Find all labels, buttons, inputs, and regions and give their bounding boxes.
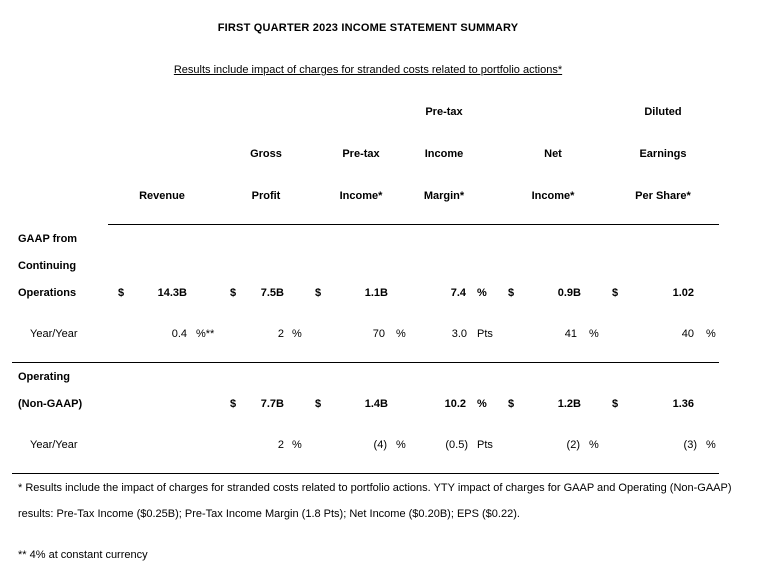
operating-yy-net-income: (2) [566,439,580,451]
operating-gross-profit-currency: $ [230,398,237,410]
footnote-line3: ** 4% at constant currency [18,549,148,561]
header-pretax-margin-line3: Margin* [423,190,465,202]
operating-label-line2: (Non-GAAP) [18,398,83,410]
operating-pretax-income-value: 1.4B [364,398,388,410]
gaap-yy-gross-profit-unit: % [292,328,302,340]
operating-pretax-income-currency: $ [315,398,322,410]
header-revenue: Revenue [139,190,185,202]
operating-yy-net-income-unit: % [589,439,599,451]
header-pretax-income-line2: Income* [339,190,383,202]
gaap-gross-profit-currency: $ [230,287,237,299]
operating-yy-pretax-income: (4) [373,439,387,451]
footer-divider [12,473,719,474]
gaap-net-income-currency: $ [508,287,515,299]
operating-yy-pretax-margin-unit: Pts [477,439,493,451]
header-gross-profit-line2: Profit [251,190,281,202]
operating-yy-pretax-income-unit: % [396,439,406,451]
header-gross-profit-line1: Gross [250,148,282,160]
operating-yy-gross-profit: 2 [277,439,284,451]
gaap-yy-revenue: 0.4 [171,328,187,340]
gaap-yy-pretax-income: 70 [372,328,385,340]
gaap-yy-pretax-margin: 3.0 [451,328,467,340]
operating-pretax-margin-unit: % [477,398,487,410]
gaap-yy-pretax-margin-unit: Pts [477,328,493,340]
operating-yy-label: Year/Year [30,439,78,451]
gaap-pretax-income-value: 1.1B [364,287,388,299]
header-pretax-margin-line2: Income [424,148,464,160]
page-subtitle: Results include impact of charges for stranded costs related to portfolio actions* [173,64,563,76]
section-divider [12,362,719,363]
gaap-net-income-value: 0.9B [557,287,581,299]
gaap-yy-revenue-unit: %** [196,328,215,340]
gaap-label-line1: GAAP from [18,233,78,245]
operating-yy-eps: (3) [683,439,697,451]
operating-eps-value: 1.36 [672,398,694,410]
header-eps-line2: Earnings [639,148,687,160]
operating-label-line1: Operating [18,371,70,383]
gaap-pretax-margin-unit: % [477,287,487,299]
gaap-yy-eps-unit: % [706,328,716,340]
gaap-label-line2: Continuing [18,260,77,272]
operating-yy-pretax-margin: (0.5) [445,439,468,451]
page-title: FIRST QUARTER 2023 INCOME STATEMENT SUMMARY [217,22,519,34]
gaap-label-line3: Operations [18,287,77,299]
gaap-pretax-margin-value: 7.4 [450,287,466,299]
footnote-line1: * Results include the impact of charges for stranded costs related to portfolio actions. YTY impact of charges for GAAP and Operating (Non-GAAP) [18,482,732,494]
header-pretax-margin-line1: Pre-tax [425,106,463,118]
operating-yy-gross-profit-unit: % [292,439,302,451]
gaap-eps-currency: $ [612,287,619,299]
gaap-yy-net-income: 41 [564,328,577,340]
gaap-yy-net-income-unit: % [589,328,599,340]
gaap-yy-label: Year/Year [30,328,78,340]
header-divider [108,224,719,225]
header-net-income-line2: Income* [531,190,575,202]
operating-net-income-currency: $ [508,398,515,410]
operating-pretax-margin-value: 10.2 [444,398,466,410]
gaap-yy-eps: 40 [681,328,694,340]
gaap-gross-profit-value: 7.5B [260,287,284,299]
header-net-income-line1: Net [544,148,562,160]
operating-gross-profit-value: 7.7B [260,398,284,410]
operating-yy-eps-unit: % [706,439,716,451]
header-eps-line1: Diluted [644,106,682,118]
gaap-eps-value: 1.02 [672,287,694,299]
gaap-pretax-income-currency: $ [315,287,322,299]
operating-net-income-value: 1.2B [557,398,581,410]
gaap-yy-gross-profit: 2 [277,328,284,340]
header-pretax-income-line1: Pre-tax [342,148,380,160]
header-eps-line3: Per Share* [635,190,691,202]
gaap-revenue-currency: $ [118,287,125,299]
gaap-revenue-value: 14.3B [157,287,187,299]
footnote-line2: results: Pre-Tax Income ($0.25B); Pre-Tax Income Margin (1.8 Pts); Net Income ($0.20B); EPS ($0.22). [18,508,520,520]
operating-eps-currency: $ [612,398,619,410]
gaap-yy-pretax-income-unit: % [396,328,406,340]
